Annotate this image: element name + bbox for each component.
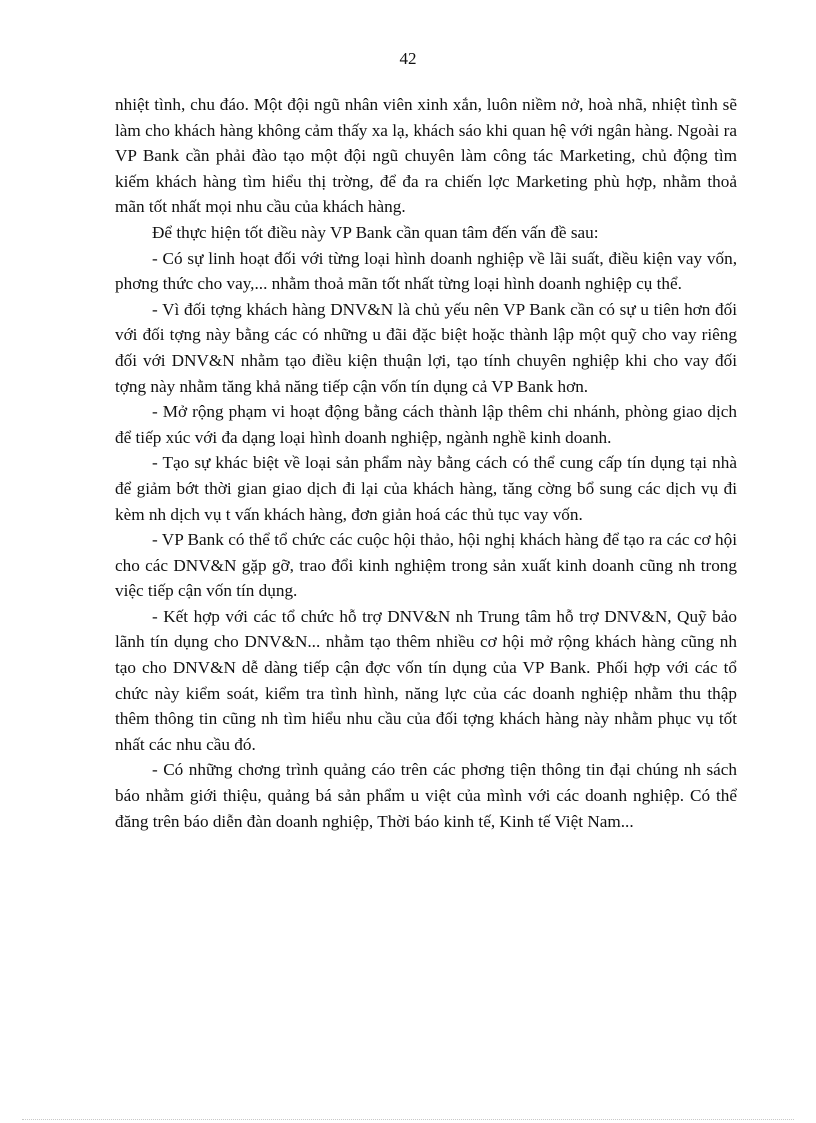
bullet-item-expansion: - Mở rộng phạm vi hoạt động bằng cách thành lập thêm chi nhánh, phòng giao dịch để tiếp xúc với đa dạng loại hình doanh nghiệp, ngành nghề kinh doanh.	[115, 402, 737, 447]
paragraph-continuation: nhiệt tình, chu đáo. Một đội ngũ nhân viên xinh xắn, luôn niềm nở, hoà nhã, nhiệt tình sẽ làm cho khách hàng không cảm thấy xa lạ, khách sáo khi quan hệ với ngân hàng. Ngoài ra VP Bank cần phải đào tạo một đội ngũ chuyên làm công tác Marketing, chủ động tìm kiếm khách hàng tìm hiểu thị trờng, để đa ra chiến lợc Marketing phù hợp, nhằm thoả mãn tốt nhất mọi nhu cầu của khách hàng.	[115, 95, 737, 217]
bullet-item-conferences: - VP Bank có thể tổ chức các cuộc hội thảo, hội nghị khách hàng để tạo ra các cơ hội cho các DNV&N gặp gỡ, trao đổi kinh nghiệm trong sản xuất kinh doanh cũng nh trong việc tiếp cận vốn tín dụng.	[115, 530, 737, 601]
paragraph-intro: Để thực hiện tốt điều này VP Bank cần quan tâm đến vấn đề sau:	[152, 222, 599, 242]
page-number: 42	[399, 49, 417, 68]
bullet-item-cooperation: - Kết hợp với các tổ chức hỗ trợ DNV&N nh Trung tâm hỗ trợ DNV&N, Quỹ bảo lãnh tín dụng cho DNV&N... nhằm tạo thêm nhiều cơ hội mở rộng khách hàng cũng nh tạo cho DNV&N dễ dàng tiếp cận đợc vốn tín dụng của VP Bank. Phối hợp với các tổ chức này kiểm soát, kiểm tra tình hình, năng lực của các doanh nghiệp nhằm thu thập thêm thông tin cũng nh tìm hiểu nhu cầu của đối tợng khách hàng này nhằm phục vụ tốt nhất các nhu cầu đó.	[115, 606, 737, 754]
bullet-item-differentiation: - Tạo sự khác biệt về loại sản phẩm này bằng cách có thể cung cấp tín dụng tại nhà để giảm bớt thời gian giao dịch đi lại của khách hàng, tăng cờng bổ sung các dịch vụ đi kèm nh dịch vụ t vấn khách hàng, đơn giản hoá các thủ tục vay vốn.	[115, 453, 737, 524]
bullet-item-flexibility: - Có sự linh hoạt đối với từng loại hình doanh nghiệp về lãi suất, điều kiện vay vốn, phơng thức cho vay,... nhằm thoả mãn tốt nhất từng loại hình doanh nghiệp cụ thể.	[115, 248, 737, 294]
document-body	[115, 92, 737, 834]
footer-divider	[22, 1119, 794, 1120]
bullet-item-advertising: - Có những chơng trình quảng cáo trên các phơng tiện thông tin đại chúng nh sách báo nhằm giới thiệu, quảng bá sản phẩm u việt của mình với các doanh nghiệp. Có thể đăng trên báo diễn đàn doanh nghiệp, Thời báo kinh tế, Kinh tế Việt Nam...	[115, 760, 737, 831]
bullet-item-priority: - Vì đối tợng khách hàng DNV&N là chủ yếu nên VP Bank cần có sự u tiên hơn đối với đối tợng này bằng các có những u đãi đặc biệt hoặc thành lập một quỹ cho vay riêng đối với DNV&N nhằm tạo điều kiện thuận lợi, tạo tính chuyên nghiệp khi cho vay đối tợng này nhằm tăng khả năng tiếp cận vốn tín dụng cả VP Bank hơn.	[115, 299, 737, 396]
